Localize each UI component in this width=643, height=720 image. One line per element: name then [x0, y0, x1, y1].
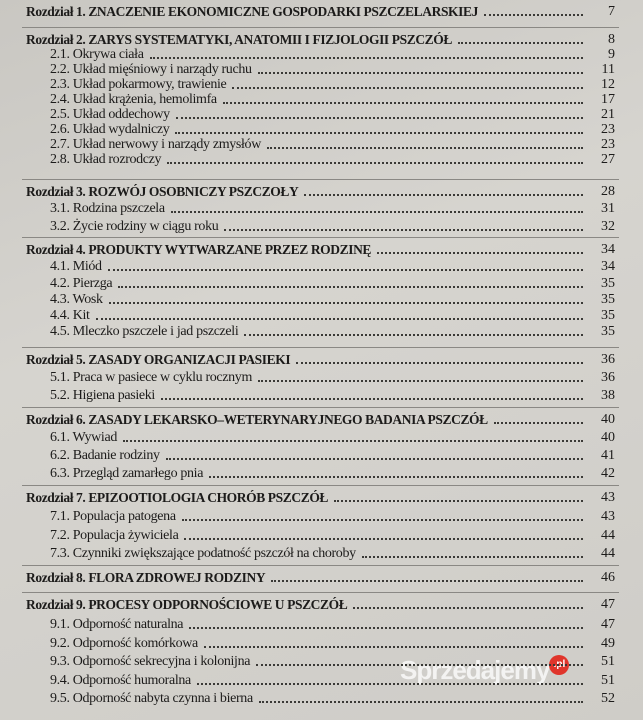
toc-page-number: 40: [601, 430, 615, 445]
toc-entry-title: 4.5. Mleczko pszczele i jad pszczeli: [50, 324, 239, 339]
toc-entry-title: 7.2. Populacja żywiciela: [50, 528, 179, 543]
chapter-divider: [22, 592, 619, 593]
toc-page-number: 52: [601, 691, 615, 706]
toc-section-row: [0, 92, 643, 108]
toc-chapter-row: [0, 184, 643, 200]
toc-page-number: 46: [601, 570, 615, 585]
toc-entry-title: Rozdział 7. EPIZOOTIOLOGIA CHORÓB PSZCZÓŁ: [26, 490, 329, 505]
chapter-divider: [22, 179, 619, 180]
toc-page-number: 51: [601, 654, 615, 669]
chapter-divider: [22, 407, 619, 408]
toc-page-number: 23: [601, 122, 615, 137]
dot-leader: [258, 380, 583, 382]
dot-leader: [484, 14, 583, 16]
toc-page-number: 47: [601, 597, 615, 612]
chapter-divider: [22, 565, 619, 566]
toc-entry-title: 9.3. Odporność sekrecyjna i kolonijna: [50, 654, 251, 669]
toc-section-row: [0, 47, 643, 63]
toc-section-row: [0, 448, 643, 464]
toc-section-row: [0, 276, 643, 292]
dot-leader: [189, 627, 583, 629]
toc-section-row: [0, 673, 643, 689]
toc-section-row: [0, 617, 643, 633]
toc-section-row: [0, 259, 643, 275]
toc-entry-title: Rozdział 8. FLORA ZDROWEJ RODZINY: [26, 570, 266, 585]
toc-entry-title: 4.2. Pierzga: [50, 276, 113, 291]
toc-entry-title: 2.5. Układ oddechowy: [50, 107, 170, 122]
toc-entry-title: 2.1. Okrywa ciała: [50, 47, 144, 62]
toc-page-number: 7: [608, 4, 615, 19]
dot-leader: [494, 422, 583, 424]
dot-leader: [223, 102, 583, 104]
dot-leader: [118, 286, 583, 288]
toc-page-number: 36: [601, 370, 615, 385]
dot-leader: [161, 398, 583, 400]
toc-chapter-row: [0, 4, 643, 20]
toc-section-row: [0, 107, 643, 123]
toc-chapter-row: [0, 570, 643, 586]
toc-entry-title: 9.5. Odporność nabyta czynna i bierna: [50, 691, 253, 706]
dot-leader: [108, 269, 583, 271]
toc-chapter-row: [0, 597, 643, 613]
toc-page-number: 17: [601, 92, 615, 107]
toc-chapter-row: [0, 32, 643, 48]
toc-page-number: 41: [601, 448, 615, 463]
toc-section-row: [0, 388, 643, 404]
dot-leader: [96, 318, 583, 320]
toc-page-number: 51: [601, 673, 615, 688]
toc-entry-title: 3.2. Życie rodziny w ciągu roku: [50, 219, 219, 234]
dot-leader: [167, 162, 583, 164]
toc-entry-title: 6.2. Badanie rodziny: [50, 448, 160, 463]
watermark-text: Sprzedajemy: [400, 655, 550, 685]
dot-leader: [458, 42, 583, 44]
chapter-divider: [22, 347, 619, 348]
dot-leader: [377, 252, 583, 254]
toc-page-number: 21: [601, 107, 615, 122]
dot-leader: [256, 664, 583, 666]
toc-entry-title: 6.1. Wywiad: [50, 430, 117, 445]
toc-page-number: 44: [601, 546, 615, 561]
toc-section-row: [0, 654, 643, 670]
toc-section-row: [0, 528, 643, 544]
dot-leader: [182, 519, 583, 521]
dot-leader: [334, 500, 583, 502]
dot-leader: [259, 701, 583, 703]
toc-chapter-row: [0, 412, 643, 428]
toc-page-number: 9: [608, 47, 615, 62]
dot-leader: [353, 607, 583, 609]
toc-page-number: 34: [601, 259, 615, 274]
watermark-badge: .pl: [549, 655, 569, 675]
toc-entry-title: 2.3. Układ pokarmowy, trawienie: [50, 77, 227, 92]
dot-leader: [304, 194, 583, 196]
toc-section-row: [0, 201, 643, 217]
toc-page-number: 32: [601, 219, 615, 234]
dot-leader: [109, 302, 583, 304]
dot-leader: [224, 229, 583, 231]
toc-entry-title: 6.3. Przegląd zamarłego pnia: [50, 466, 204, 481]
toc-chapter-row: [0, 242, 643, 258]
dot-leader: [166, 458, 583, 460]
toc-section-row: [0, 430, 643, 446]
toc-section-row: [0, 324, 643, 340]
toc-page-number: 11: [601, 62, 615, 77]
chapter-divider: [22, 485, 619, 486]
toc-entry-title: Rozdział 2. ZARYS SYSTEMATYKI, ANATOMII I FIZJOLOGII PSZCZÓŁ: [26, 32, 452, 47]
toc-page-number: 8: [608, 32, 615, 47]
toc-entry-title: 5.2. Higiena pasieki: [50, 388, 155, 403]
toc-section-row: [0, 62, 643, 78]
toc-section-row: [0, 546, 643, 562]
dot-leader: [150, 57, 583, 59]
toc-section-row: [0, 636, 643, 652]
toc-page-number: 35: [601, 308, 615, 323]
toc-section-row: [0, 292, 643, 308]
toc-page-number: 23: [601, 137, 615, 152]
chapter-divider: [22, 27, 619, 28]
toc-page-number: 42: [601, 466, 615, 481]
toc-entry-title: Rozdział 4. PRODUKTY WYTWARZANE PRZEZ RODZINĘ: [26, 242, 372, 257]
dot-leader: [296, 362, 583, 364]
toc-section-row: [0, 77, 643, 93]
toc-chapter-row: [0, 490, 643, 506]
toc-entry-title: 4.4. Kit: [50, 308, 90, 323]
toc-section-row: [0, 370, 643, 386]
dot-leader: [176, 117, 583, 119]
toc-page-number: 35: [601, 324, 615, 339]
toc-entry-title: 2.7. Układ nerwowy i narządy zmysłów: [50, 137, 261, 152]
toc-page-number: 27: [601, 152, 615, 167]
toc-section-row: [0, 691, 643, 707]
dot-leader: [267, 147, 583, 149]
dot-leader: [184, 538, 583, 540]
toc-page-number: 38: [601, 388, 615, 403]
toc-page-number: 36: [601, 352, 615, 367]
dot-leader: [204, 646, 583, 648]
dot-leader: [232, 87, 583, 89]
toc-section-row: [0, 152, 643, 168]
dot-leader: [209, 476, 583, 478]
toc-entry-title: 7.3. Czynniki zwiększające podatność pszczół na choroby: [50, 546, 356, 561]
toc-entry-title: 3.1. Rodzina pszczela: [50, 201, 165, 216]
toc-page-number: 43: [601, 490, 615, 505]
toc-page-number: 12: [601, 77, 615, 92]
toc-section-row: [0, 219, 643, 235]
dot-leader: [271, 580, 583, 582]
dot-leader: [244, 334, 583, 336]
toc-entry-title: 7.1. Populacja patogena: [50, 509, 176, 524]
dot-leader: [197, 683, 583, 685]
toc-entry-title: 9.2. Odporność komórkowa: [50, 636, 198, 651]
toc-entry-title: 2.4. Układ krążenia, hemolimfa: [50, 92, 217, 107]
toc-entry-title: Rozdział 1. ZNACZENIE EKONOMICZNE GOSPODARKI PSZCZELARSKIEJ: [26, 4, 478, 19]
toc-page-number: 40: [601, 412, 615, 427]
dot-leader: [175, 132, 583, 134]
dot-leader: [258, 72, 583, 74]
toc-entry-title: 2.6. Układ wydalniczy: [50, 122, 170, 137]
toc-entry-title: Rozdział 5. ZASADY ORGANIZACJI PASIEKI: [26, 352, 291, 367]
toc-page-number: 34: [601, 242, 615, 257]
dot-leader: [362, 556, 583, 558]
toc-section-row: [0, 137, 643, 153]
toc-entry-title: 4.1. Miód: [50, 259, 102, 274]
toc-entry-title: Rozdział 3. ROZWÓJ OSOBNICZY PSZCZOŁY: [26, 184, 299, 199]
toc-section-row: [0, 509, 643, 525]
toc-section-row: [0, 122, 643, 138]
toc-page-number: 47: [601, 617, 615, 632]
toc-entry-title: 9.1. Odporność naturalna: [50, 617, 184, 632]
toc-entry-title: 2.2. Układ mięśniowy i narządy ruchu: [50, 62, 252, 77]
dot-leader: [171, 211, 583, 213]
toc-entry-title: 4.3. Wosk: [50, 292, 103, 307]
toc-page-number: 28: [601, 184, 615, 199]
toc-entry-title: Rozdział 6. ZASADY LEKARSKO–WETERYNARYJNEGO BADANIA PSZCZÓŁ: [26, 412, 488, 427]
toc-section-row: [0, 466, 643, 482]
toc-chapter-row: [0, 352, 643, 368]
toc-page-number: 49: [601, 636, 615, 651]
toc-section-row: [0, 308, 643, 324]
toc-entry-title: 9.4. Odporność humoralna: [50, 673, 191, 688]
toc-entry-title: 2.8. Układ rozrodczy: [50, 152, 162, 167]
chapter-divider: [22, 237, 619, 238]
toc-page-number: 43: [601, 509, 615, 524]
toc-entry-title: 5.1. Praca w pasiece w cyklu rocznym: [50, 370, 252, 385]
toc-page-number: 35: [601, 292, 615, 307]
dot-leader: [123, 440, 583, 442]
toc-page-number: 35: [601, 276, 615, 291]
toc-page-number: 31: [601, 201, 615, 216]
toc-entry-title: Rozdział 9. PROCESY ODPORNOŚCIOWE U PSZCZÓŁ: [26, 597, 348, 612]
toc-page-number: 44: [601, 528, 615, 543]
